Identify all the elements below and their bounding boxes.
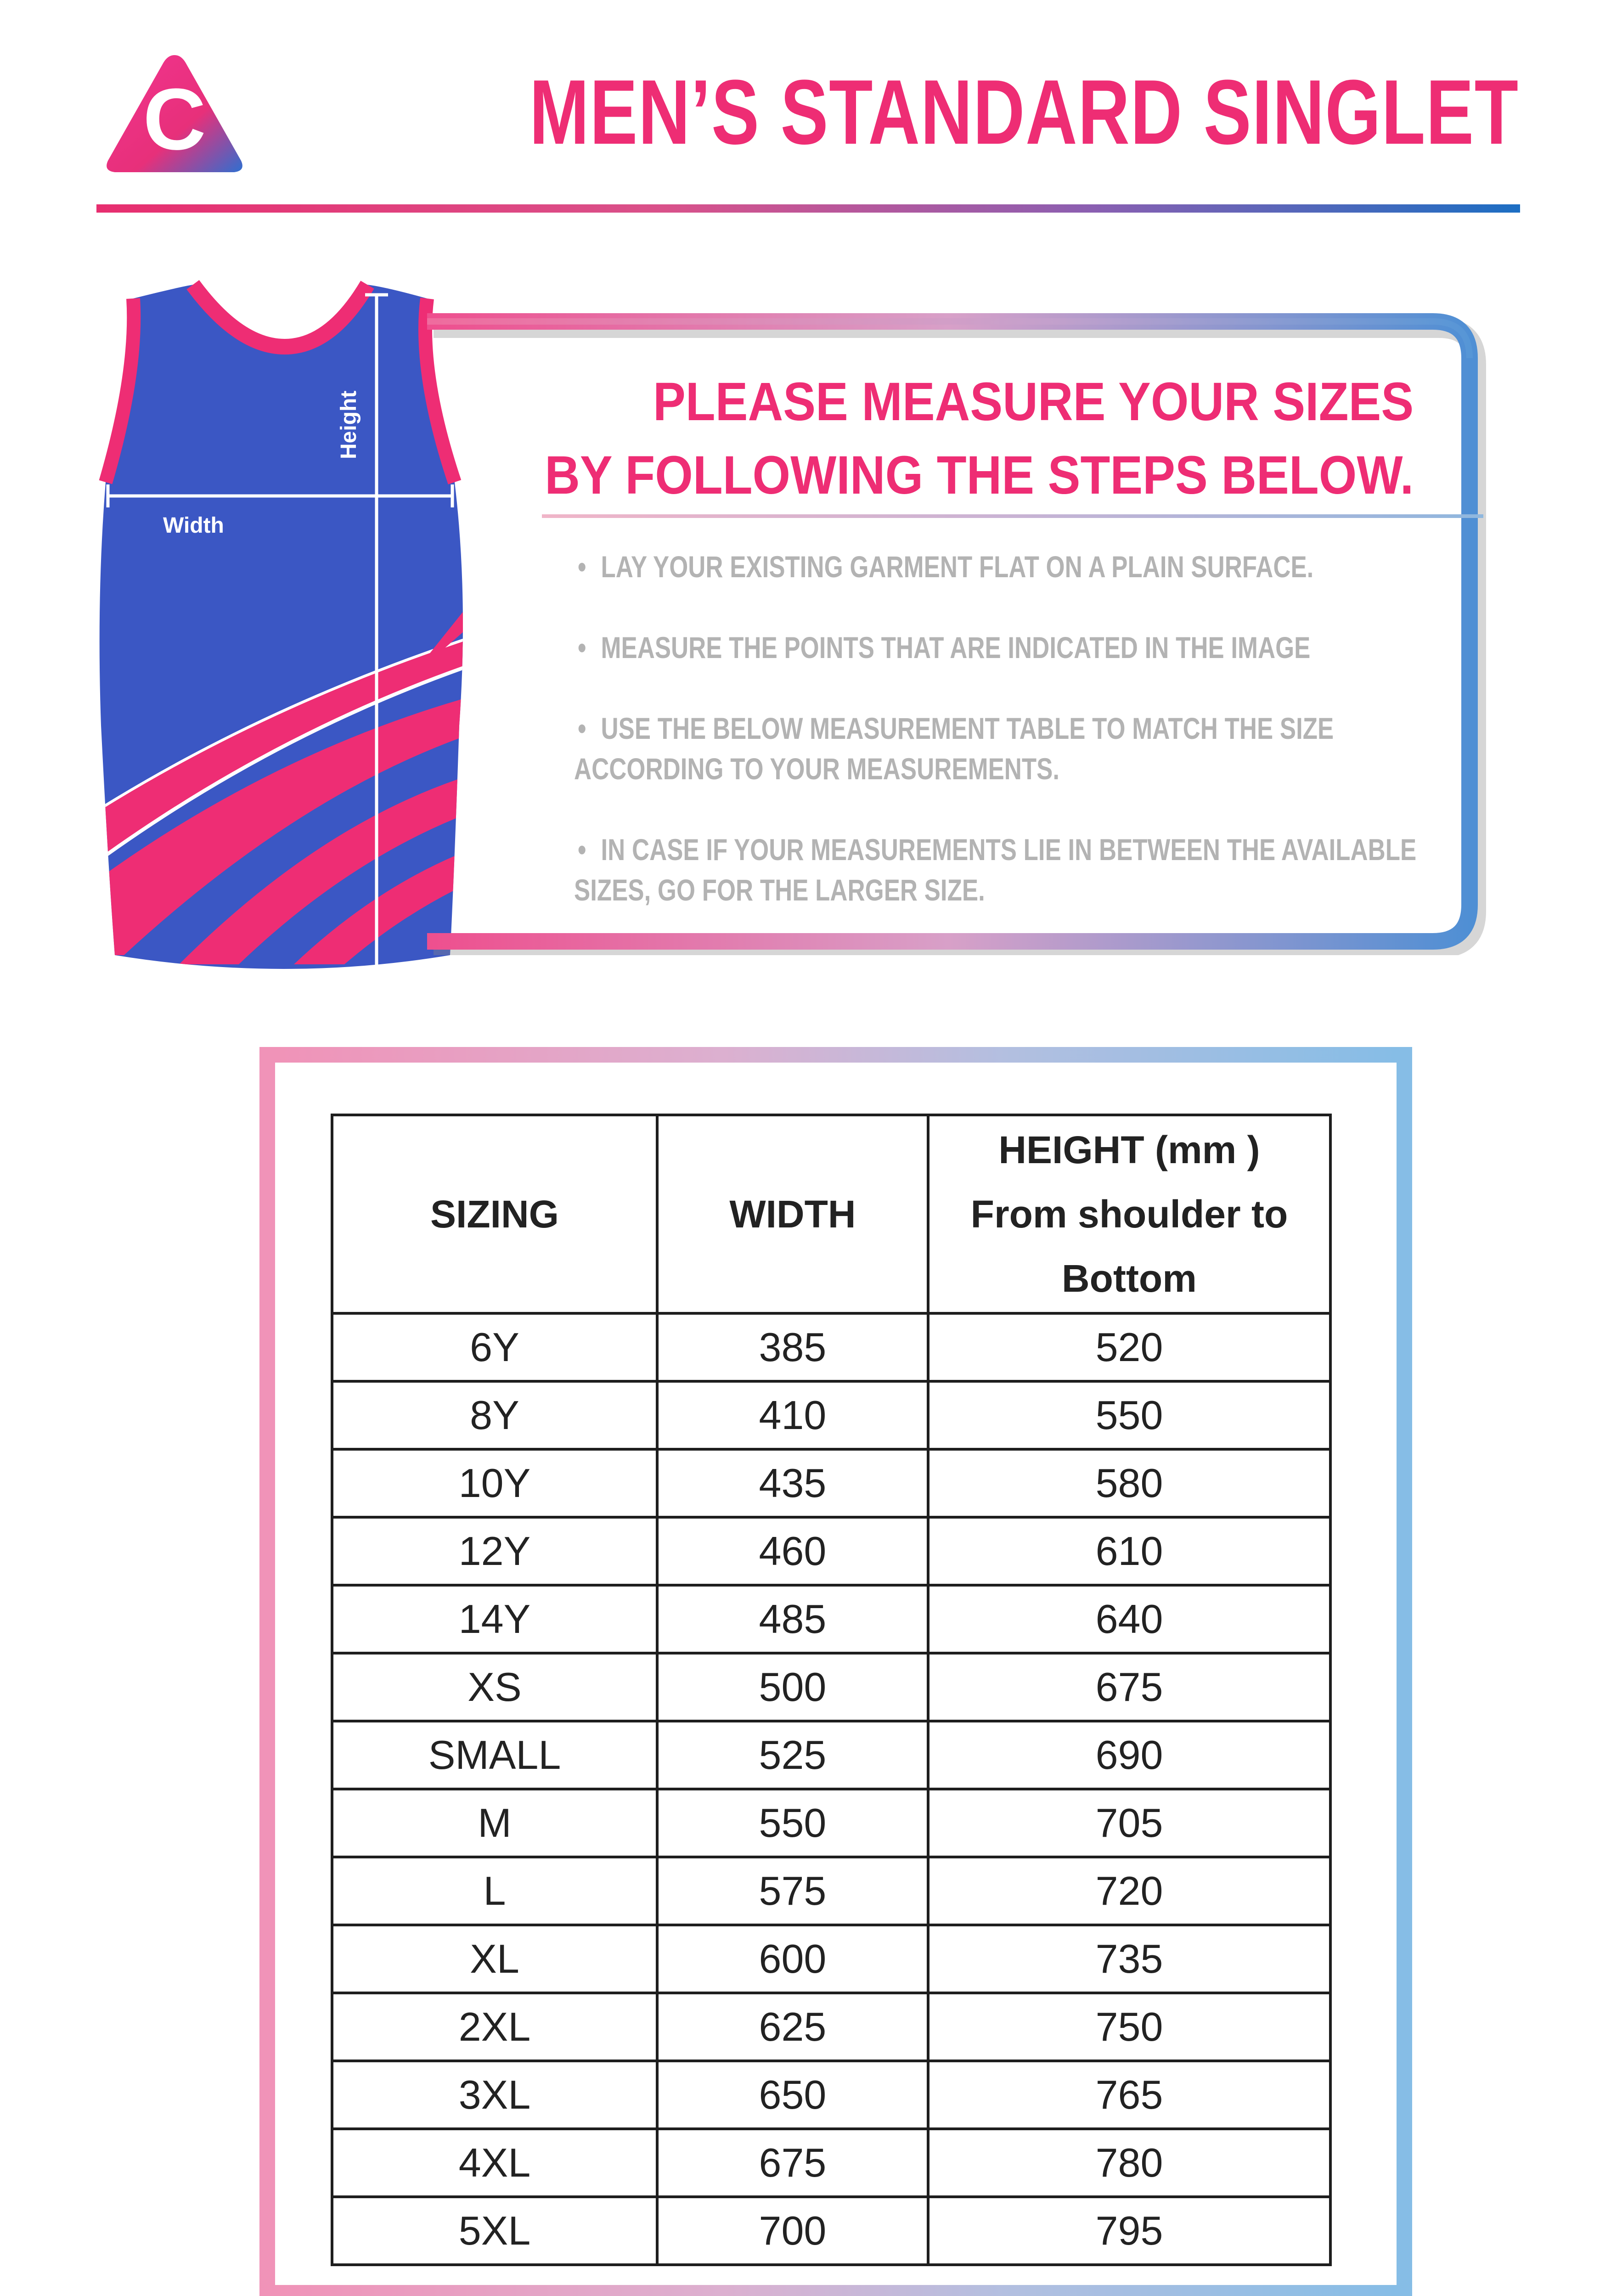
height-label: Height: [337, 390, 361, 459]
bullet-icon: •: [578, 630, 586, 664]
cell-width: 650: [657, 2061, 928, 2129]
instruction-step: [574, 627, 1448, 668]
instructions-divider: [542, 514, 1483, 518]
cell-height: 610: [928, 1517, 1330, 1585]
step-text: MEASURE THE POINTS THAT ARE INDICATED IN THE IMAGE: [601, 630, 1311, 664]
bullet-icon: •: [578, 833, 586, 867]
bullet-icon: •: [578, 550, 586, 584]
table-row: [332, 1653, 1330, 1721]
header-width: WIDTH: [657, 1115, 928, 1313]
table-row: [332, 1857, 1330, 1925]
step-text: USE THE BELOW MEASUREMENT TABLE TO MATCH THE SIZE: [601, 711, 1334, 745]
brand-logo-icon: [101, 51, 248, 179]
table-row: [332, 2197, 1330, 2265]
cell-height: 705: [928, 1789, 1330, 1857]
step-text: LAY YOUR EXISTING GARMENT FLAT ON A PLAIN SURFACE.: [601, 550, 1314, 584]
instruction-step: [574, 829, 1448, 910]
header-height: [928, 1115, 1330, 1313]
cell-size: 3XL: [332, 2061, 657, 2129]
cell-height: 735: [928, 1925, 1330, 1993]
table-row: [332, 1449, 1330, 1517]
table-row: [332, 1993, 1330, 2061]
step-text-continued: SIZES, GO FOR THE LARGER SIZE.: [574, 873, 985, 907]
cell-width: 600: [657, 1925, 928, 1993]
header-height-line1: HEIGHT (mm ): [998, 1128, 1260, 1171]
header-height-line3: Bottom: [1062, 1257, 1197, 1300]
instruction-steps: [574, 546, 1447, 951]
cell-size: 12Y: [332, 1517, 657, 1585]
cell-size: 5XL: [332, 2197, 657, 2265]
cell-height: 550: [928, 1381, 1330, 1449]
table-row: [332, 1721, 1330, 1789]
instructions-heading: [448, 365, 1414, 512]
cell-height: 520: [928, 1313, 1330, 1381]
table-row: [332, 1313, 1330, 1381]
table-row: [332, 1585, 1330, 1653]
table-row: [332, 2129, 1330, 2197]
cell-size: XL: [332, 1925, 657, 1993]
table-row: [332, 1789, 1330, 1857]
cell-width: 700: [657, 2197, 928, 2265]
logo-letter: C: [143, 71, 206, 168]
cell-width: 550: [657, 1789, 928, 1857]
cell-size: SMALL: [332, 1721, 657, 1789]
cell-height: 580: [928, 1449, 1330, 1517]
header-height-line2: From shoulder to: [970, 1193, 1288, 1236]
cell-width: 460: [657, 1517, 928, 1585]
table-row: [332, 2061, 1330, 2129]
cell-width: 485: [657, 1585, 928, 1653]
instructions-heading-line1: PLEASE MEASURE YOUR SIZES: [653, 371, 1414, 432]
cell-size: XS: [332, 1653, 657, 1721]
cell-size: 2XL: [332, 1993, 657, 2061]
cell-size: 14Y: [332, 1585, 657, 1653]
cell-size: 8Y: [332, 1381, 657, 1449]
width-label: Width: [163, 513, 224, 538]
cell-height: 690: [928, 1721, 1330, 1789]
cell-width: 575: [657, 1857, 928, 1925]
cell-height: 795: [928, 2197, 1330, 2265]
cell-width: 500: [657, 1653, 928, 1721]
cell-height: 765: [928, 2061, 1330, 2129]
cell-size: 6Y: [332, 1313, 657, 1381]
table-row: [332, 1925, 1330, 1993]
cell-height: 720: [928, 1857, 1330, 1925]
cell-height: 675: [928, 1653, 1330, 1721]
cell-width: 675: [657, 2129, 928, 2197]
title-divider: [96, 204, 1520, 213]
cell-width: 525: [657, 1721, 928, 1789]
cell-size: 10Y: [332, 1449, 657, 1517]
table-row: [332, 1517, 1330, 1585]
cell-width: 410: [657, 1381, 928, 1449]
cell-width: 385: [657, 1313, 928, 1381]
size-table-body: [332, 1313, 1330, 2265]
cell-height: 640: [928, 1585, 1330, 1653]
cell-width: 435: [657, 1449, 928, 1517]
cell-height: 780: [928, 2129, 1330, 2197]
cell-size: L: [332, 1857, 657, 1925]
cell-size: 4XL: [332, 2129, 657, 2197]
size-table: [331, 1114, 1332, 2266]
table-row: [332, 1381, 1330, 1449]
header-sizing: SIZING: [332, 1115, 657, 1313]
instructions-heading-line2: BY FOLLOWING THE STEPS BELOW.: [544, 445, 1414, 506]
step-text: IN CASE IF YOUR MEASUREMENTS LIE IN BETWEEN THE AVAILABLE: [601, 833, 1417, 867]
cell-size: M: [332, 1789, 657, 1857]
instruction-step: [574, 546, 1448, 587]
instruction-step: [574, 708, 1448, 789]
step-text-continued: ACCORDING TO YOUR MEASUREMENTS.: [574, 752, 1060, 786]
table-header-row: [332, 1115, 1330, 1313]
cell-width: 625: [657, 1993, 928, 2061]
cell-height: 750: [928, 1993, 1330, 2061]
bullet-icon: •: [578, 711, 586, 745]
page-title: MEN’S STANDARD SINGLET: [529, 61, 1519, 163]
